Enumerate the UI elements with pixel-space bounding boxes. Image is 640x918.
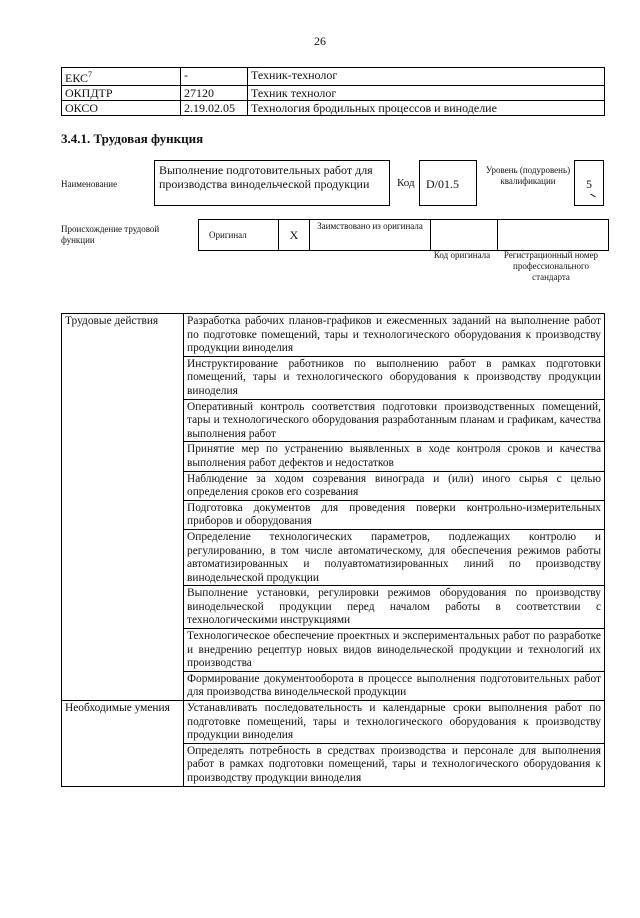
classifier-code: ОКПДТР — [62, 86, 181, 101]
reg-number-cell — [498, 220, 609, 251]
borrowed-label: Заимствовано из оригинала — [310, 220, 431, 251]
classifier-value: 27120 — [181, 86, 248, 101]
origin-label: Происхождение трудовой функции — [61, 224, 160, 245]
function-name-box: Выполнение подготовительных работ для производства винодельческой продукции — [154, 160, 390, 206]
labor-action: Принятие мер по устранению выявленных в ходе контроля сроков и качества выполнения работ дефектов и недостатков — [184, 442, 605, 471]
original-label: Оригинал — [199, 220, 279, 251]
classifier-row — [62, 68, 605, 86]
skill: Определять потребность в средствах производства и персонале для выполнения работ в рамках подготовки помещений, тары и технологического оборудования к производству продукции виноделия — [184, 743, 605, 786]
labor-action: Определение технологических параметров, подлежащих контролю и регулированию, в том числе автоматическому, для обеспечения режимов работы автоматизированных и полуавтоматизированных линий по производству винодельческой продукции — [184, 529, 605, 585]
labor-action: Разработка рабочих планов-графиков и ежесменных заданий на выполнение работ по подготовке помещений, тары и технологического оборудования к производству продукции виноделия — [184, 314, 605, 357]
qualification-level-label: Уровень (подуровень) квалификации — [485, 165, 571, 186]
code-original-label: Код оригинала — [433, 250, 491, 260]
classifier-name: Техник-технолог — [248, 68, 605, 86]
labor-action: Технологическое обеспечение проектных и экспериментальных работ по разработке и внедрению рецептур новых видов винодельческой продукции и технологий их производства — [184, 629, 605, 672]
reg-number-label: Регистрационный номер профессионального стандарта — [503, 250, 599, 282]
classifier-code: ЕКС$^7$ — [62, 68, 181, 86]
footnote-mark: 7 — [88, 70, 93, 79]
table-row — [62, 701, 605, 744]
origin-code-cell — [431, 220, 498, 251]
function-code-box: D/01.5 — [419, 160, 477, 206]
origin-row — [199, 220, 609, 251]
classifier-row — [62, 86, 605, 101]
section-title: 3.4.1. Трудовая функция — [61, 131, 204, 146]
code-label: Код — [397, 177, 415, 189]
classifier-table — [61, 67, 605, 116]
name-label: Наименование — [61, 179, 118, 189]
labor-action: Подготовка документов для проведения поверки контрольно-измерительных приборов и оборудования — [184, 500, 605, 529]
classifier-value: 2.19.02.05 — [181, 101, 248, 116]
original-mark: X — [279, 220, 310, 251]
labor-action: Инструктирование работников по выполнению работ в рамках подготовки помещений, тары и технологического оборудования к производству продукции виноделия — [184, 356, 605, 399]
labor-action: Наблюдение за ходом созревания винограда и (или) иного сырья с целью определения сроков его созревания — [184, 471, 605, 500]
labor-actions-label: Трудовые действия — [62, 314, 184, 701]
skills-label: Необходимые умения — [62, 701, 184, 787]
labor-action: Формирование документооборота в процессе выполнения подготовительных работ для производства винодельческой продукции — [184, 671, 605, 700]
classifier-value: - — [181, 68, 248, 86]
classifier-row — [62, 101, 605, 116]
labor-action: Оперативный контроль соответствия подготовки производственных помещений, тары и технологического оборудования разработанным планам и графикам, качества выполнения работ — [184, 399, 605, 442]
skill: Устанавливать последовательность и календарные сроки выполнения работ по подготовке помещений, тары и технологического оборудования к производству продукции виноделия — [184, 701, 605, 744]
origin-table — [198, 219, 609, 251]
qualification-level-box: 5 — [574, 160, 604, 206]
table-row — [62, 314, 605, 357]
page-number: 26 — [314, 34, 326, 48]
labor-action: Выполнение установки, регулировки режимов оборудования по производству винодельческой продукции перед началом работы в соответствии с технологическими инструкциями — [184, 586, 605, 629]
function-details-table — [61, 313, 605, 787]
classifier-name: Техник технолог — [248, 86, 605, 101]
classifier-code: ОКСО — [62, 101, 181, 116]
classifier-name: Технология бродильных процессов и виноделие — [248, 101, 605, 116]
